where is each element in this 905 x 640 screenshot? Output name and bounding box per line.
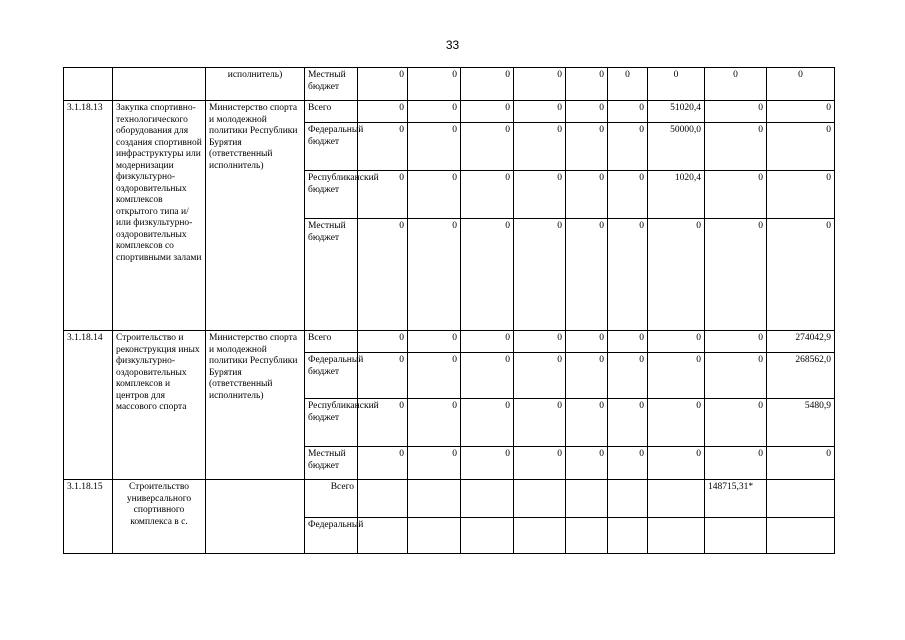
value-cell: 0 [608, 101, 648, 123]
value-cell: 0 [705, 171, 767, 219]
value-cell [358, 518, 408, 554]
source-cell: Республиканский бюджет [305, 399, 358, 447]
value-cell: 0 [566, 219, 608, 331]
value-cell: 0 [408, 219, 461, 331]
value-cell: 0 [408, 123, 461, 171]
code-cell: 3.1.18.13 [64, 101, 113, 331]
value-cell: 0 [514, 219, 566, 331]
value-cell [461, 480, 514, 518]
value-cell: 274042,9 [767, 331, 835, 353]
code-cell: 3.1.18.14 [64, 331, 113, 480]
value-cell: 0 [767, 123, 835, 171]
value-cell: 5480,9 [767, 399, 835, 447]
value-cell: 0 [358, 68, 408, 101]
value-cell: 0 [461, 68, 514, 101]
value-cell [566, 480, 608, 518]
value-cell: 0 [514, 101, 566, 123]
value-cell: 0 [608, 447, 648, 480]
source-cell: Федеральный [305, 518, 358, 554]
table-row [64, 331, 835, 353]
value-cell [408, 518, 461, 554]
source-cell: Местный бюджет [305, 219, 358, 331]
value-cell: 0 [461, 447, 514, 480]
value-cell: 0 [705, 447, 767, 480]
value-cell: 0 [705, 219, 767, 331]
value-cell: 0 [408, 353, 461, 399]
value-cell: 0 [514, 171, 566, 219]
source-cell: Всего [305, 480, 358, 518]
value-cell [767, 518, 835, 554]
value-cell: 0 [705, 331, 767, 353]
executor-cell [206, 480, 305, 554]
value-cell: 0 [358, 353, 408, 399]
value-cell: 0 [461, 219, 514, 331]
source-cell: Всего [305, 101, 358, 123]
value-cell: 50000,0 [648, 123, 705, 171]
value-cell: 0 [358, 399, 408, 447]
value-cell: 0 [514, 353, 566, 399]
value-cell: 0 [408, 331, 461, 353]
value-cell: 1020,4 [648, 171, 705, 219]
executor-cell: исполнитель) [206, 68, 305, 101]
source-cell: Федеральный бюджет [305, 353, 358, 399]
value-cell [648, 480, 705, 518]
value-cell [767, 480, 835, 518]
page-number: 33 [445, 38, 460, 52]
value-cell [566, 518, 608, 554]
value-cell: 0 [648, 68, 705, 101]
value-cell: 0 [566, 123, 608, 171]
source-cell: Республиканский бюджет [305, 171, 358, 219]
value-cell [514, 518, 566, 554]
value-cell [608, 480, 648, 518]
value-cell: 0 [408, 447, 461, 480]
source-cell: Местный бюджет [305, 447, 358, 480]
value-cell: 0 [705, 399, 767, 447]
value-cell: 0 [566, 101, 608, 123]
value-cell: 0 [767, 219, 835, 331]
value-cell: 0 [705, 123, 767, 171]
value-cell: 0 [648, 353, 705, 399]
value-cell: 0 [608, 123, 648, 171]
value-cell: 0 [358, 101, 408, 123]
value-cell: 268562,0 [767, 353, 835, 399]
value-cell [461, 518, 514, 554]
source-cell: Всего [305, 331, 358, 353]
value-cell: 0 [767, 171, 835, 219]
table-row [64, 68, 835, 101]
value-cell: 0 [608, 171, 648, 219]
value-cell: 0 [461, 171, 514, 219]
value-cell: 0 [514, 447, 566, 480]
value-cell: 0 [566, 399, 608, 447]
budget-table [63, 67, 835, 554]
value-cell: 0 [608, 331, 648, 353]
value-cell: 0 [566, 447, 608, 480]
value-cell: 0 [608, 399, 648, 447]
value-cell: 0 [358, 219, 408, 331]
value-cell: 0 [767, 68, 835, 101]
value-cell: 0 [705, 68, 767, 101]
executor-cell: Министерство спорта и молодежной политики Республики Бурятия (ответственный исполнитель) [206, 101, 305, 331]
value-cell: 0 [461, 331, 514, 353]
value-cell: 0 [767, 447, 835, 480]
table-row [64, 101, 835, 123]
value-cell: 0 [648, 447, 705, 480]
value-cell [408, 480, 461, 518]
value-cell: 0 [461, 399, 514, 447]
name-cell: Закупка спортивно-технологического оборудования для создания спортивной инфраструктуры или модернизации физкультурно-оздоровительных комплексов открытого типа и/или физкультурно-оздоровительных комплексов со спортивными залами [113, 101, 206, 331]
value-cell: 0 [358, 171, 408, 219]
value-cell: 0 [408, 68, 461, 101]
value-cell [358, 480, 408, 518]
value-cell: 0 [514, 68, 566, 101]
value-cell: 0 [461, 123, 514, 171]
value-cell: 0 [648, 399, 705, 447]
value-cell: 51020,4 [648, 101, 705, 123]
value-cell: 0 [648, 331, 705, 353]
value-cell: 0 [514, 123, 566, 171]
name-cell: Строительство и реконструкция иных физкультурно-оздоровительных комплексов и центров для массового спорта [113, 331, 206, 480]
value-cell: 0 [461, 101, 514, 123]
value-cell [514, 480, 566, 518]
value-cell: 0 [566, 68, 608, 101]
source-cell: Местный бюджет [305, 68, 358, 101]
value-cell: 0 [608, 353, 648, 399]
name-cell [113, 68, 206, 101]
source-cell: Федеральный бюджет [305, 123, 358, 171]
table-row [64, 480, 835, 518]
value-cell [608, 518, 648, 554]
value-cell: 0 [705, 101, 767, 123]
value-cell: 0 [648, 219, 705, 331]
code-cell: 3.1.18.15 [64, 480, 113, 554]
value-cell: 0 [408, 171, 461, 219]
value-cell: 0 [514, 399, 566, 447]
value-cell: 0 [358, 447, 408, 480]
value-cell: 0 [767, 101, 835, 123]
executor-cell: Министерство спорта и молодежной политики Республики Бурятия (ответственный исполнитель) [206, 331, 305, 480]
value-cell: 0 [358, 331, 408, 353]
code-cell [64, 68, 113, 101]
value-cell: 0 [408, 399, 461, 447]
name-cell: Строительство универсального спортивного комплекса в с. [113, 480, 206, 554]
value-cell: 0 [358, 123, 408, 171]
value-cell [705, 518, 767, 554]
value-cell: 0 [566, 331, 608, 353]
value-cell [648, 518, 705, 554]
value-cell: 0 [608, 68, 648, 101]
value-cell: 148715,31* [705, 480, 767, 518]
value-cell: 0 [608, 219, 648, 331]
value-cell: 0 [566, 171, 608, 219]
value-cell: 0 [514, 331, 566, 353]
value-cell: 0 [461, 353, 514, 399]
value-cell: 0 [566, 353, 608, 399]
value-cell: 0 [705, 353, 767, 399]
value-cell: 0 [408, 101, 461, 123]
